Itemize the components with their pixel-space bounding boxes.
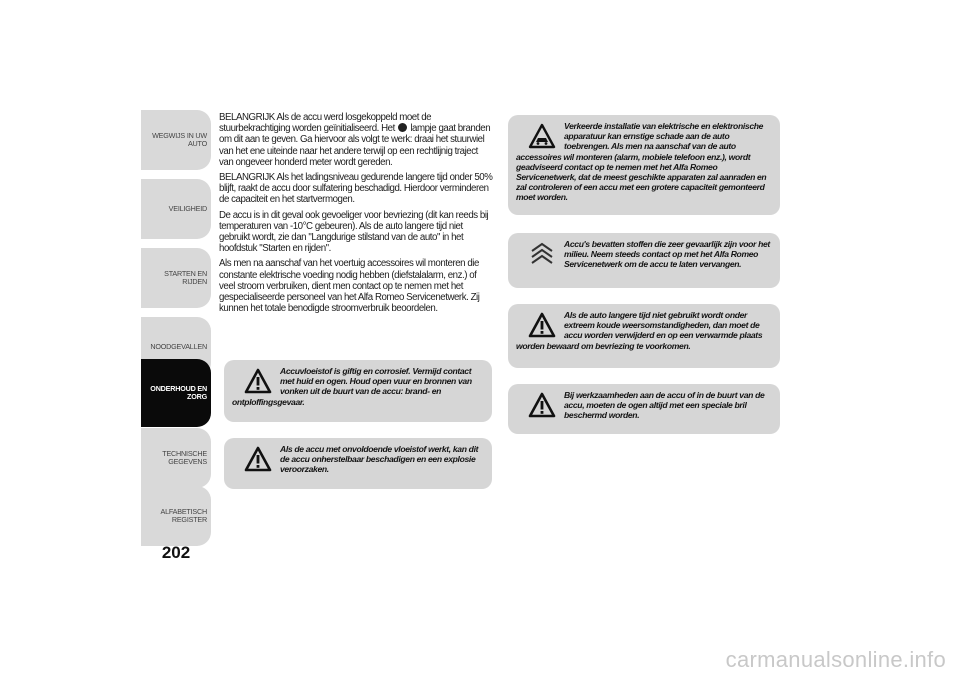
tab-veiligheid[interactable] xyxy=(141,179,211,239)
tab-alfabetisch-register[interactable] xyxy=(141,486,211,546)
car-warning-icon xyxy=(528,123,556,149)
warning-box xyxy=(508,304,780,368)
tab-label: WEGWIJS IN UW AUTO xyxy=(152,130,207,148)
warning-triangle-icon xyxy=(244,446,272,472)
watermark: carmanualsonline.info xyxy=(725,647,946,672)
warning-box xyxy=(508,384,780,434)
warning-triangle-icon xyxy=(244,368,272,394)
warning-box xyxy=(508,233,780,288)
warning-box xyxy=(224,438,492,489)
warning-triangle-icon xyxy=(528,312,556,338)
power-steering-warning-icon xyxy=(398,123,407,132)
tab-label: STARTEN EN RIJDEN xyxy=(164,268,207,286)
warning-text: Accu's bevatten stoffen die zeer gevaarlijk zijn voor het milieu. Neem steeds contact op met het Alfa Romeo Servicenetwerk om de accu te laten vervangen. xyxy=(564,239,770,270)
paragraph-text: BELANGRIJK Als de accu werd losgekoppeld moet de stuurbekrachtiging worden geïnitialiseerd. Het xyxy=(219,112,432,135)
tab-label: ONDERHOUD EN ZORG xyxy=(150,383,207,401)
warning-text: Verkeerde installatie van elektrische en elektronische apparatuur kan ernstige schade aan de auto toebrengen. Als men na aanschaf van de auto accessoires wil monteren (alarm, mobiele telefoon enz.), wordt geadviseerd contact op te nemen met het Alfa Romeo Servicenetwerk, dat de meest geschikte apparaten zal aanraden en zal controleren of een accu met een grotere capaciteit gemonteerd moet worden. xyxy=(516,121,767,203)
paragraph-charge-level: BELANGRIJK Als het ladingsniveau gedurende langere tijd onder 50% blijft, raakt de accu door sulfatering beschadigd. Hierdoor verminderen de capaciteit en het startvermogen. xyxy=(219,172,493,206)
tab-label: ALFABETISCH REGISTER xyxy=(160,506,207,524)
tab-technische-gegevens[interactable] xyxy=(141,428,211,488)
page-number: 202 xyxy=(161,543,191,562)
paragraph-power-steering xyxy=(219,112,493,168)
paragraph-text: lampje gaat branden om dit aan te geven. Ga hiervoor als volgt te werk: draai het stuurwiel van het ene uiteinde naar het andere terwijl op een rechtlijnig traject van ongeveer honderd meter wordt gereden. xyxy=(219,123,491,168)
warning-text: Bij werkzaamheden aan de accu of in de buurt van de accu, moeten de ogen altijd met een speciale bril beschermd worden. xyxy=(564,390,765,421)
warning-text: Als de accu met onvoldoende vloeistof werkt, kan dit de accu onherstelbaar beschadigen en een explosie veroorzaken. xyxy=(280,444,479,475)
tab-label: VEILIGHEID xyxy=(168,203,207,213)
paragraph-accessories: Als men na aanschaf van het voertuig accessoires wil monteren die constante elektrische voeding nodig hebben (diefstalalarm, enz.) of veel stroom verbruiken, dient men contact op te nemen met het gespecialiseerde personeel van het Alfa Romeo Servicenetwerk. Zij kunnen het totale benodigde stroomverbruik beoordelen. xyxy=(219,258,480,315)
warning-triangle-icon xyxy=(528,392,556,418)
warning-text: Als de auto langere tijd niet gebruikt wordt onder extreem koude weersomstandigheden, dan moet de accu worden verwijderd en op een verwarmde plaats worden bewaard om bevriezing te voorkomen. xyxy=(516,310,763,351)
warning-box xyxy=(508,115,780,215)
tab-onderhoud-en-zorg[interactable] xyxy=(141,359,211,427)
tab-label: TECHNISCHE GEGEVENS xyxy=(162,448,207,466)
environment-icon xyxy=(528,241,556,267)
paragraph-freezing: De accu is in dit geval ook gevoeliger voor bevriezing (dit kan reeds bij temperaturen van -10°C gebeuren). Als de auto langere tijd niet gebruikt wordt, zie dan "Langdurige stilstand van de auto" in het hoofdstuk "Starten en rijden". xyxy=(219,209,489,255)
warning-text: Accuvloeistof is giftig en corrosief. Vermijd contact met huid en ogen. Houd open vuur en bronnen van vonken uit de buurt van de accu: brand- en ontploffingsgevaar. xyxy=(232,366,472,407)
left-column xyxy=(219,112,493,318)
tab-starten-en-rijden[interactable] xyxy=(141,248,211,308)
warning-box xyxy=(224,360,492,422)
tab-wegwijs[interactable] xyxy=(141,110,211,170)
tab-label: NOODGEVALLEN xyxy=(150,341,207,351)
